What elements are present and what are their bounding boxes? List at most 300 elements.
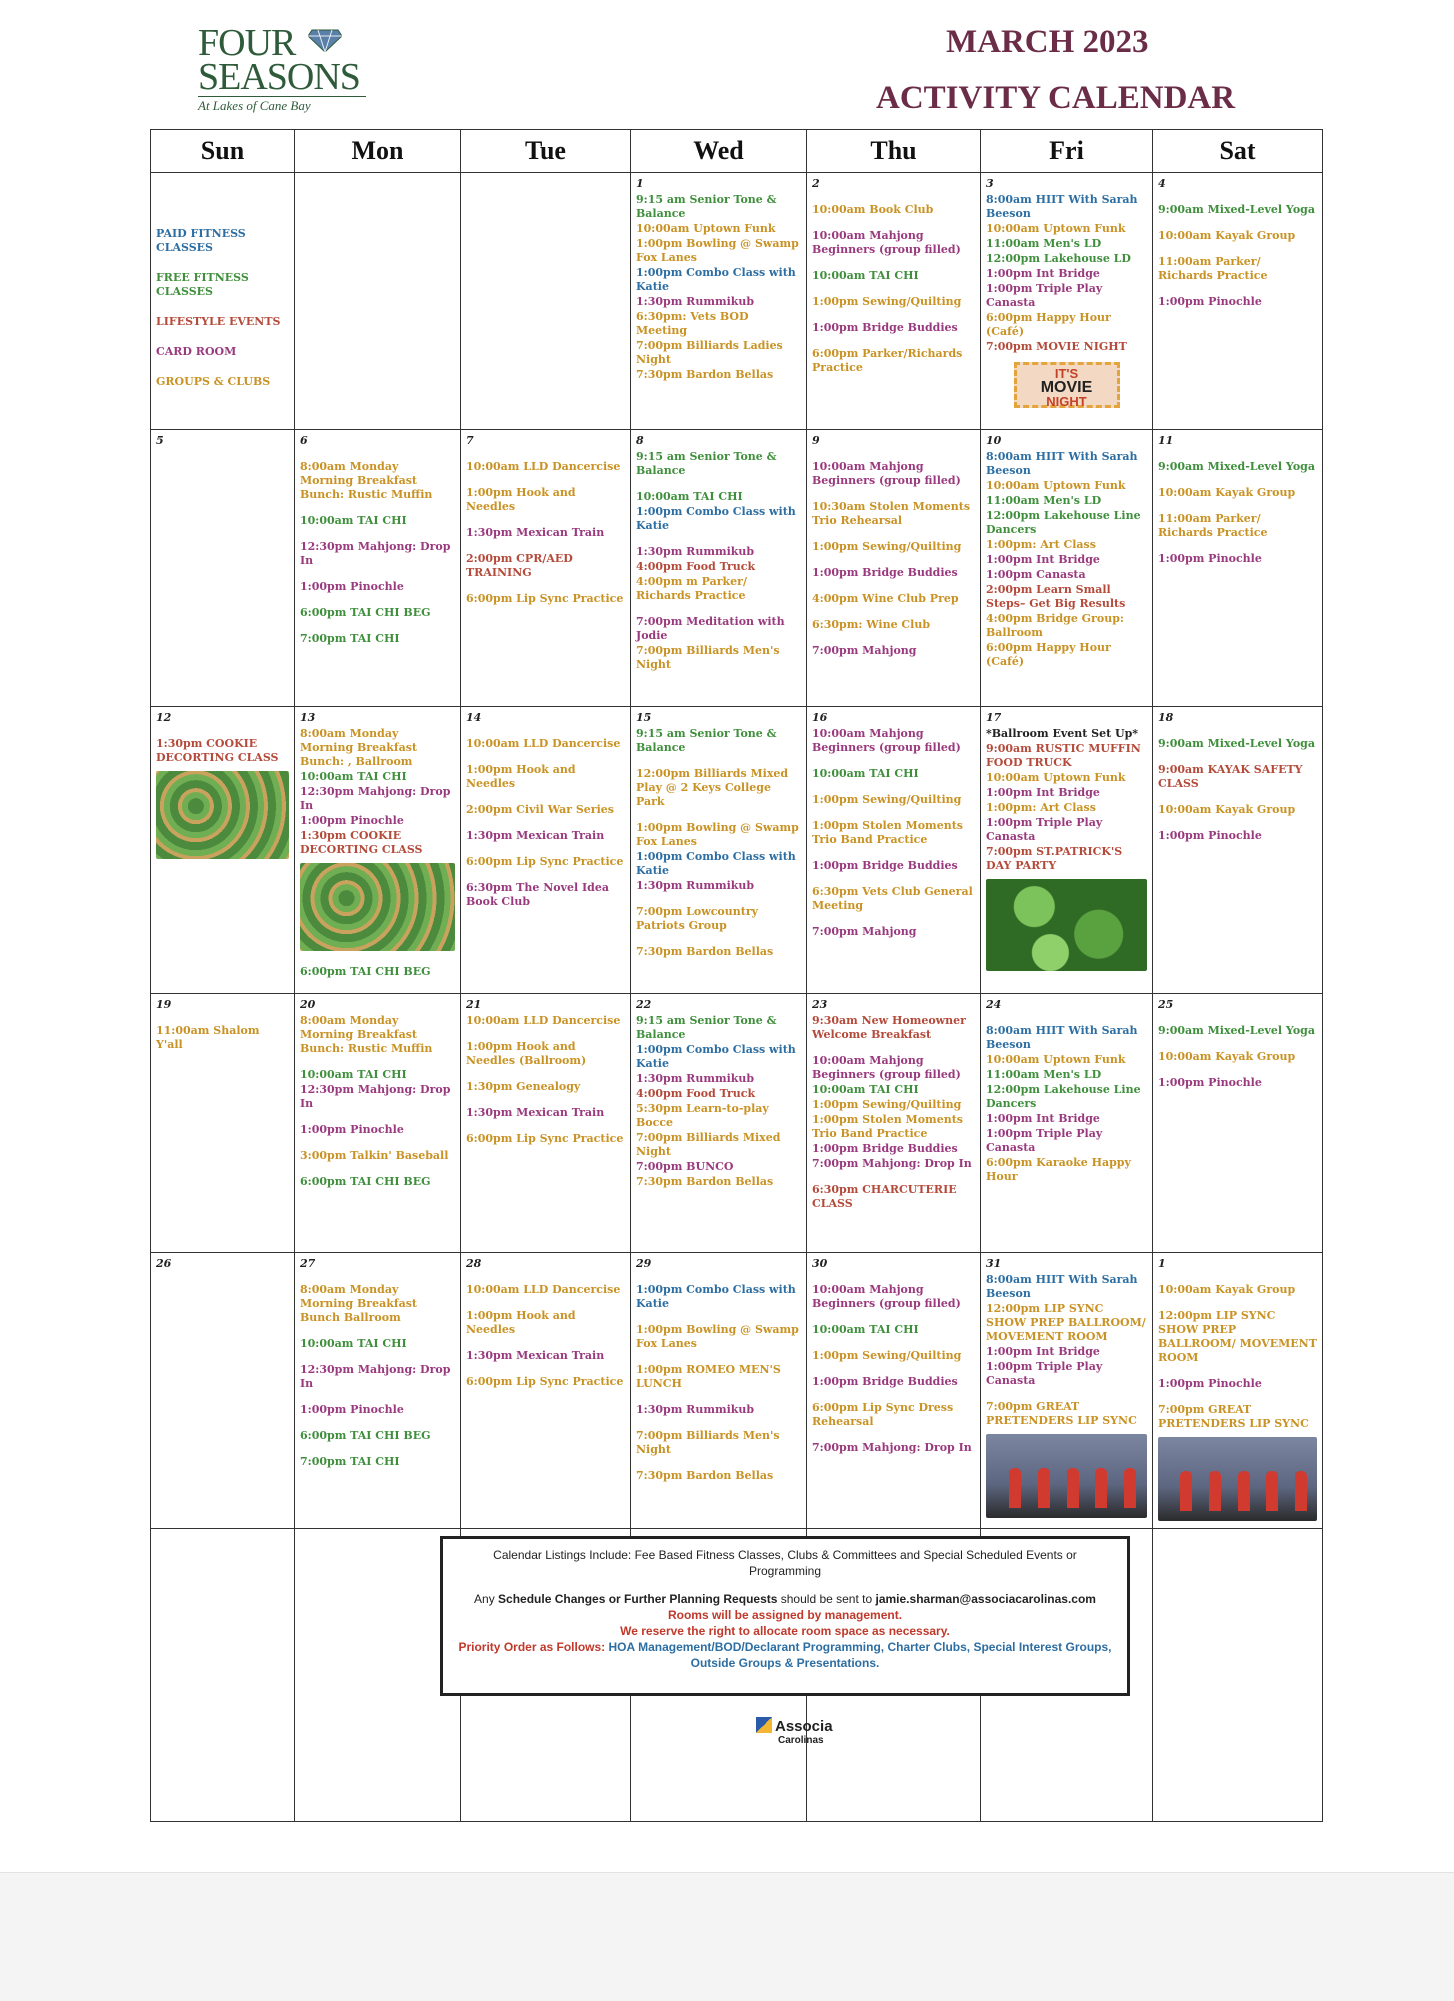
event-entry: 1:30pm Rummikub xyxy=(636,1403,755,1416)
day-cell xyxy=(1153,994,1323,1253)
event-entry: 1:00pm Pinochle xyxy=(1158,552,1262,565)
day-cell xyxy=(461,994,631,1253)
performer-figure xyxy=(1124,1468,1136,1508)
event-entry: 1:00pm Pinochle xyxy=(1158,829,1262,842)
day-cell xyxy=(631,430,807,707)
day-number: 30 xyxy=(812,1257,828,1270)
day-cell xyxy=(461,1253,631,1529)
event-entry: 6:30pm The Novel Idea Book Club xyxy=(466,881,609,908)
performer-figure xyxy=(1266,1471,1278,1511)
event-entry: 1:00pm Pinochle xyxy=(1158,1076,1262,1089)
event-entry: 1:30pm COOKIE DECORTING CLASS xyxy=(156,737,279,764)
week-row xyxy=(151,430,1323,707)
event-entry: 12:00pm Lakehouse LD xyxy=(986,252,1131,265)
event-entry: 1:00pm Pinochle xyxy=(300,1123,404,1136)
event-entry: 10:00am TAI CHI xyxy=(812,1083,919,1096)
event-entry: 9:15 am Senior Tone & Balance xyxy=(636,193,777,220)
event-entry: 6:00pm Lip Sync Dress Rehearsal xyxy=(812,1401,954,1428)
event-entry: 1:00pm Sewing/Quilting xyxy=(812,1098,962,1111)
event-entry: 1:00pm Combo Class with Katie xyxy=(636,266,796,293)
notice-rooms: Rooms will be assigned by management. xyxy=(667,1608,903,1622)
calendar-notice-box xyxy=(440,1536,1130,1696)
event-entry: 6:00pm TAI CHI BEG xyxy=(300,1175,431,1188)
day-cell xyxy=(807,173,981,430)
day-cell xyxy=(1153,173,1323,430)
day-cell xyxy=(631,1253,807,1529)
day-cell xyxy=(631,994,807,1253)
event-entry: 1:00pm Pinochle xyxy=(1158,295,1262,308)
day-number: 25 xyxy=(1158,998,1174,1011)
event-entry: 1:30pm Mexican Train xyxy=(466,1349,605,1362)
notice-email-link[interactable]: jamie.sharman@associacarolinas.com xyxy=(875,1592,1096,1606)
event-entry: 12:30pm Mahjong: Drop In xyxy=(300,1363,451,1390)
day-cell xyxy=(151,430,295,707)
event-entry: 8:00am Monday Morning Breakfast Bunch: Rustic Muffin xyxy=(300,1014,433,1055)
event-entry: 10:00am TAI CHI xyxy=(812,767,919,780)
day-number: 27 xyxy=(300,1257,316,1270)
event-entry: 1:30pm Rummikub xyxy=(636,545,755,558)
event-entry: 1:00pm Combo Class with Katie xyxy=(636,505,796,532)
day-number xyxy=(466,177,625,191)
day-number: 10 xyxy=(986,434,1002,447)
day-cell xyxy=(807,707,981,994)
event-entry: 1:00pm Sewing/Quilting xyxy=(812,540,962,553)
event-entry: 7:00pm GREAT PRETENDERS LIP SYNC xyxy=(986,1400,1137,1427)
event-entry: 7:00pm Billiards Mixed Night xyxy=(636,1131,781,1158)
notice-priority-label: Priority Order as Follows: xyxy=(458,1640,609,1654)
day-number: 18 xyxy=(1158,711,1174,724)
week-row xyxy=(151,1253,1323,1529)
event-entry: 10:00am Mahjong Beginners (group filled) xyxy=(812,1283,961,1310)
associa-logo xyxy=(756,1717,833,1746)
empty-cell xyxy=(1153,1529,1323,1822)
event-entry: 8:00am Monday Morning Breakfast Bunch: Rustic Muffin xyxy=(300,460,433,501)
day-number: 29 xyxy=(636,1257,652,1270)
day-number: 1 xyxy=(1158,1257,1166,1270)
day-cell xyxy=(461,707,631,994)
event-entry: 1:00pm Hook and Needles xyxy=(466,1309,576,1336)
day-cell xyxy=(631,173,807,430)
calendar-subtitle: ACTIVITY CALENDAR xyxy=(876,80,1236,116)
event-entry: 12:30pm Mahjong: Drop In xyxy=(300,785,451,812)
event-entry: 11:00am Shalom Y'all xyxy=(156,1024,260,1051)
event-entry: 1:00pm Pinochle xyxy=(300,814,404,827)
legend-item: CARD ROOM xyxy=(156,345,237,358)
event-entry: 1:30pm Genealogy xyxy=(466,1080,581,1093)
event-entry: 10:00am Uptown Funk xyxy=(636,222,776,235)
notice-priority-list: HOA Management/BOD/Declarant Programming, Charter Clubs, Special Interest Groups, Outside Groups & Presentations. xyxy=(608,1640,1112,1670)
show-photo xyxy=(986,1434,1147,1518)
event-entry: 6:00pm TAI CHI BEG xyxy=(300,1429,431,1442)
event-entry: 1:00pm Int Bridge xyxy=(986,553,1100,566)
event-entry: 12:00pm Lakehouse Line Dancers xyxy=(986,1083,1141,1110)
event-entry: 10:00am TAI CHI xyxy=(300,514,407,527)
movie-night-badge xyxy=(1014,362,1120,408)
diamond-gem-icon xyxy=(308,28,342,52)
day-cell xyxy=(807,430,981,707)
event-entry: 1:00pm Hook and Needles (Ballroom) xyxy=(466,1040,587,1067)
event-entry: 7:00pm Mahjong xyxy=(812,925,917,938)
event-entry: 1:30pm Rummikub xyxy=(636,295,755,308)
day-number: 23 xyxy=(812,998,828,1011)
event-entry: 6:30pm Vets Club General Meeting xyxy=(812,885,973,912)
event-entry: 10:00am Mahjong Beginners (group filled) xyxy=(812,460,961,487)
event-entry: 9:00am Mixed-Level Yoga xyxy=(1158,203,1315,216)
event-entry: 6:00pm Lip Sync Practice xyxy=(466,1375,624,1388)
event-entry: 10:00am LLD Dancercise xyxy=(466,460,621,473)
event-entry: 10:30am Stolen Moments Trio Rehearsal xyxy=(812,500,971,527)
event-entry: 10:00am Kayak Group xyxy=(1158,1050,1296,1063)
event-entry: 1:00pm Stolen Moments Trio Band Practice xyxy=(812,819,963,846)
event-entry: 11:00am Men's LD xyxy=(986,1068,1102,1081)
day-number: 19 xyxy=(156,998,172,1011)
event-entry: 12:30pm Mahjong: Drop In xyxy=(300,540,451,567)
day-number: 17 xyxy=(986,711,1002,724)
logo-line-four: FOUR xyxy=(198,22,296,64)
event-entry: 10:00am LLD Dancercise xyxy=(466,1283,621,1296)
day-number: 16 xyxy=(812,711,828,724)
day-cell xyxy=(295,173,461,430)
event-entry: 6:30pm: Wine Club xyxy=(812,618,931,631)
legend-item: GROUPS & CLUBS xyxy=(156,375,271,388)
calendar-month-title: MARCH 2023 xyxy=(946,24,1149,60)
event-entry: 12:00pm Billiards Mixed Play @ 2 Keys College Park xyxy=(636,767,789,808)
day-number: 12 xyxy=(156,711,172,724)
event-entry: 1:00pm Combo Class with Katie xyxy=(636,1043,796,1070)
week-row xyxy=(151,173,1323,430)
event-entry: 7:00pm MOVIE NIGHT xyxy=(986,340,1127,353)
day-cell xyxy=(807,1253,981,1529)
weekday-tue: Tue xyxy=(461,130,631,173)
weekday-thu: Thu xyxy=(807,130,981,173)
notice-line-changes xyxy=(457,1591,1113,1607)
day-cell xyxy=(151,707,295,994)
event-entry: 9:00am Mixed-Level Yoga xyxy=(1158,1024,1315,1037)
event-entry: 3:00pm Talkin' Baseball xyxy=(300,1149,449,1162)
event-entry: 11:00am Parker/ Richards Practice xyxy=(1158,512,1268,539)
event-entry: 10:00am Mahjong Beginners (group filled) xyxy=(812,229,961,256)
event-entry: 6:00pm TAI CHI BEG xyxy=(300,965,431,978)
day-number: 4 xyxy=(1158,177,1166,190)
event-entry: 10:00am Mahjong Beginners (group filled) xyxy=(812,727,961,754)
event-entry: 12:00pm LIP SYNC SHOW PREP BALLROOM/ MOVEMENT ROOM xyxy=(986,1302,1146,1343)
cookie-photo xyxy=(300,863,455,951)
event-entry: 10:00am Uptown Funk xyxy=(986,1053,1126,1066)
event-entry: 1:00pm Bridge Buddies xyxy=(812,321,958,334)
performer-figure xyxy=(1209,1471,1221,1511)
day-number: 26 xyxy=(156,1257,172,1270)
event-entry: 10:00am TAI CHI xyxy=(300,1337,407,1350)
event-entry: 7:00pm Meditation with Jodie xyxy=(636,615,785,642)
day-number: 28 xyxy=(466,1257,482,1270)
event-entry: 1:00pm Bowling @ Swamp Fox Lanes xyxy=(636,821,799,848)
day-cell xyxy=(1153,430,1323,707)
event-entry: 6:00pm Parker/Richards Practice xyxy=(812,347,963,374)
day-cell xyxy=(151,1253,295,1529)
event-entry: 1:30pm Mexican Train xyxy=(466,829,605,842)
day-cell xyxy=(151,173,295,430)
associa-name: Associa xyxy=(775,1718,833,1735)
day-cell xyxy=(295,430,461,707)
event-entry: 2:00pm Learn Small Steps– Get Big Results xyxy=(986,583,1126,610)
show-photo xyxy=(1158,1437,1317,1521)
associa-sub: Carolinas xyxy=(778,1735,824,1746)
week-row xyxy=(151,994,1323,1253)
day-cell xyxy=(295,994,461,1253)
event-entry: 1:00pm Pinochle xyxy=(300,580,404,593)
day-number: 1 xyxy=(636,177,644,190)
event-entry: 10:00am Mahjong Beginners (group filled) xyxy=(812,1054,961,1081)
event-entry: 5:30pm Learn-to-play Bocce xyxy=(636,1102,769,1129)
event-entry: 1:00pm Triple Play Canasta xyxy=(986,816,1103,843)
event-entry: 1:00pm Sewing/Quilting xyxy=(812,295,962,308)
legend-item: FREE FITNESS CLASSES xyxy=(156,271,249,298)
legend-item: LIFESTYLE EVENTS xyxy=(156,315,281,328)
four-seasons-logo xyxy=(198,22,378,114)
event-entry: 1:30pm Rummikub xyxy=(636,879,755,892)
event-entry: 1:00pm Bowling @ Swamp Fox Lanes xyxy=(636,237,799,264)
event-entry: 1:00pm Canasta xyxy=(986,568,1086,581)
event-entry: 10:00am TAI CHI xyxy=(300,1068,407,1081)
event-entry: 1:00pm Combo Class with Katie xyxy=(636,1283,796,1310)
event-entry: 10:00am TAI CHI xyxy=(812,269,919,282)
event-entry: 8:00am Monday Morning Breakfast Bunch Ballroom xyxy=(300,1283,417,1324)
empty-cell xyxy=(151,1529,295,1822)
event-entry: 7:00pm Mahjong xyxy=(812,644,917,657)
day-number: 31 xyxy=(986,1257,1002,1270)
day-cell xyxy=(461,173,631,430)
performer-figure xyxy=(1238,1471,1250,1511)
event-entry: 1:00pm Hook and Needles xyxy=(466,486,576,513)
event-entry: 8:00am HIIT With Sarah Beeson xyxy=(986,450,1138,477)
event-entry: 1:30pm Mexican Train xyxy=(466,1106,605,1119)
notice-requests: Schedule Changes or Further Planning Requests xyxy=(498,1592,778,1606)
day-number: 2 xyxy=(812,177,820,190)
event-entry: 9:30am New Homeowner Welcome Breakfast xyxy=(812,1014,966,1041)
event-entry: 9:15 am Senior Tone & Balance xyxy=(636,1014,777,1041)
event-entry: 10:00am Kayak Group xyxy=(1158,486,1296,499)
scan-bottom-margin xyxy=(0,1872,1454,2001)
performer-figure xyxy=(1038,1468,1050,1508)
event-entry: 7:00pm Billiards Men's Night xyxy=(636,644,780,671)
event-entry: 6:30pm CHARCUTERIE CLASS xyxy=(812,1183,957,1210)
weekday-sat: Sat xyxy=(1153,130,1323,173)
notice-any: Any xyxy=(474,1592,499,1606)
event-entry: 8:00am Monday Morning Breakfast Bunch: , Ballroom xyxy=(300,727,417,768)
associa-icon xyxy=(756,1717,772,1733)
day-number xyxy=(156,177,289,191)
event-entry: 10:00am Kayak Group xyxy=(1158,229,1296,242)
movie-badge-word: IT'S xyxy=(1054,366,1079,381)
event-entry: 7:30pm Bardon Bellas xyxy=(636,368,774,381)
event-entry: 10:00am TAI CHI xyxy=(636,490,743,503)
event-entry: 7:00pm TAI CHI xyxy=(300,632,400,645)
week-row xyxy=(151,707,1323,994)
day-number: 7 xyxy=(466,434,474,447)
event-entry: 9:00am RUSTIC MUFFIN FOOD TRUCK xyxy=(986,742,1141,769)
event-entry: 1:00pm Stolen Moments Trio Band Practice xyxy=(812,1113,963,1140)
event-entry: 1:00pm Int Bridge xyxy=(986,1112,1100,1125)
event-entry: 1:00pm Int Bridge xyxy=(986,267,1100,280)
event-entry: 10:00am TAI CHI xyxy=(300,770,407,783)
event-entry: 4:00pm Wine Club Prep xyxy=(812,592,959,605)
event-entry: 1:00pm Triple Play Canasta xyxy=(986,1360,1103,1387)
event-entry: 9:00am KAYAK SAFETY CLASS xyxy=(1158,763,1303,790)
day-number: 3 xyxy=(986,177,994,190)
event-entry: 7:00pm Billiards Men's Night xyxy=(636,1429,780,1456)
day-number: 15 xyxy=(636,711,652,724)
event-entry: 7:00pm GREAT PRETENDERS LIP SYNC xyxy=(1158,1403,1309,1430)
event-entry: 9:15 am Senior Tone & Balance xyxy=(636,727,777,754)
event-entry: 1:00pm Sewing/Quilting xyxy=(812,1349,962,1362)
event-entry: 9:00am Mixed-Level Yoga xyxy=(1158,737,1315,750)
logo-line-seasons: SEASONS xyxy=(198,56,360,98)
event-entry: 10:00am Kayak Group xyxy=(1158,1283,1296,1296)
weekday-fri: Fri xyxy=(981,130,1153,173)
event-entry: 1:00pm Bridge Buddies xyxy=(812,566,958,579)
event-entry: 7:00pm ST.PATRICK'S DAY PARTY xyxy=(986,845,1123,872)
event-entry: 1:00pm Bridge Buddies xyxy=(812,1142,958,1155)
event-entry: 7:00pm Billiards Ladies Night xyxy=(636,339,783,366)
clover-photo xyxy=(986,879,1147,971)
event-entry: 12:30pm Mahjong: Drop In xyxy=(300,1083,451,1110)
movie-badge-word: MOVIE xyxy=(1040,379,1093,396)
event-entry: 7:00pm BUNCO xyxy=(636,1160,734,1173)
day-cell xyxy=(981,707,1153,994)
day-number: 9 xyxy=(812,434,820,447)
event-entry: 4:00pm Food Truck xyxy=(636,560,756,573)
day-cell xyxy=(1153,707,1323,994)
empty-cell xyxy=(295,1529,461,1822)
day-cell xyxy=(631,707,807,994)
logo-subtitle: At Lakes of Cane Bay xyxy=(198,96,366,114)
event-entry: 11:00am Men's LD xyxy=(986,494,1102,507)
day-cell xyxy=(151,994,295,1253)
day-number: 14 xyxy=(466,711,482,724)
event-entry: 1:00pm Bridge Buddies xyxy=(812,859,958,872)
event-entry: 10:00am Book Club xyxy=(812,203,934,216)
event-entry: 1:00pm Int Bridge xyxy=(986,1345,1100,1358)
event-entry: 7:30pm Bardon Bellas xyxy=(636,1175,774,1188)
event-entry: 12:00pm Lakehouse Line Dancers xyxy=(986,509,1141,536)
event-entry: 4:00pm Bridge Group: Ballroom xyxy=(986,612,1124,639)
event-entry: 8:00am HIIT With Sarah Beeson xyxy=(986,1273,1138,1300)
event-entry: 10:00am Uptown Funk xyxy=(986,222,1126,235)
weekday-mon: Mon xyxy=(295,130,461,173)
event-entry: 10:00am Uptown Funk xyxy=(986,479,1126,492)
event-entry: 1:30pm COOKIE DECORTING CLASS xyxy=(300,829,423,856)
event-entry: 6:00pm Lip Sync Practice xyxy=(466,1132,624,1145)
event-entry: 2:00pm Civil War Series xyxy=(466,803,614,816)
event-entry: 10:00am Uptown Funk xyxy=(986,771,1126,784)
event-entry: 1:00pm Triple Play Canasta xyxy=(986,282,1103,309)
event-entry: 6:00pm TAI CHI BEG xyxy=(300,606,431,619)
day-cell xyxy=(981,1253,1153,1529)
notice-reserve: We reserve the right to allocate room space as necessary. xyxy=(620,1624,950,1638)
performer-figure xyxy=(1067,1468,1079,1508)
event-entry: 1:00pm Int Bridge xyxy=(986,786,1100,799)
event-entry: 2:00pm CPR/AED TRAINING xyxy=(466,552,573,579)
event-entry: 12:00pm LIP SYNC SHOW PREP BALLROOM/ MOVEMENT ROOM xyxy=(1158,1309,1317,1364)
event-entry: 1:00pm Bridge Buddies xyxy=(812,1375,958,1388)
event-entry: 1:30pm Rummikub xyxy=(636,1072,755,1085)
performer-figure xyxy=(1295,1471,1307,1511)
event-entry: 6:00pm Lip Sync Practice xyxy=(466,592,624,605)
day-number: 20 xyxy=(300,998,316,1011)
day-number: 11 xyxy=(1158,434,1174,447)
notice-priority xyxy=(457,1639,1113,1671)
event-entry: 7:00pm Lowcountry Patriots Group xyxy=(636,905,759,932)
day-number: 13 xyxy=(300,711,316,724)
event-entry: 7:00pm TAI CHI xyxy=(300,1455,400,1468)
day-cell xyxy=(807,994,981,1253)
day-cell xyxy=(295,707,461,994)
event-entry: 4:00pm Food Truck xyxy=(636,1087,756,1100)
event-entry: 1:30pm Mexican Train xyxy=(466,526,605,539)
event-entry: 6:00pm Happy Hour (Café) xyxy=(986,311,1111,338)
event-entry: 1:00pm Hook and Needles xyxy=(466,763,576,790)
weekday-sun: Sun xyxy=(151,130,295,173)
performer-figure xyxy=(1009,1468,1021,1508)
event-entry: 11:00am Men's LD xyxy=(986,237,1102,250)
event-entry: 10:00am LLD Dancercise xyxy=(466,737,621,750)
event-entry: 10:00am Kayak Group xyxy=(1158,803,1296,816)
legend-item: PAID FITNESS CLASSES xyxy=(156,227,246,254)
event-entry: 1:00pm ROMEO MEN'S LUNCH xyxy=(636,1363,781,1390)
day-cell xyxy=(981,173,1153,430)
event-entry: 7:00pm Mahjong: Drop In xyxy=(812,1157,972,1170)
movie-badge-word: NIGHT xyxy=(1046,394,1087,409)
day-number: 21 xyxy=(466,998,482,1011)
day-number: 24 xyxy=(986,998,1002,1011)
day-number: 6 xyxy=(300,434,308,447)
event-entry: 8:00am HIIT With Sarah Beeson xyxy=(986,193,1138,220)
event-entry: 8:00am HIIT With Sarah Beeson xyxy=(986,1024,1138,1051)
category-legend xyxy=(156,227,289,389)
event-entry: 10:00am TAI CHI xyxy=(812,1323,919,1336)
day-cell xyxy=(461,430,631,707)
event-entry: 7:00pm Mahjong: Drop In xyxy=(812,1441,972,1454)
event-entry: 6:30pm: Vets BOD Meeting xyxy=(636,310,749,337)
day-number xyxy=(300,177,455,191)
day-cell xyxy=(981,994,1153,1253)
weekday-wed: Wed xyxy=(631,130,807,173)
day-number: 5 xyxy=(156,434,164,447)
event-entry: 1:00pm Triple Play Canasta xyxy=(986,1127,1103,1154)
day-cell xyxy=(981,430,1153,707)
performer-figure xyxy=(1180,1471,1192,1511)
event-entry: 1:00pm Combo Class with Katie xyxy=(636,850,796,877)
event-entry: 10:00am LLD Dancercise xyxy=(466,1014,621,1027)
day-cell xyxy=(295,1253,461,1529)
event-entry: 9:00am Mixed-Level Yoga xyxy=(1158,460,1315,473)
notice-line-listings: Calendar Listings Include: Fee Based Fitness Classes, Clubs & Committees and Special Scheduled Events or Programming xyxy=(493,1548,1077,1578)
event-entry: 1:00pm Bowling @ Swamp Fox Lanes xyxy=(636,1323,799,1350)
weekday-header-row xyxy=(151,130,1323,173)
event-entry: 6:00pm Lip Sync Practice xyxy=(466,855,624,868)
event-entry: 11:00am Parker/ Richards Practice xyxy=(1158,255,1268,282)
event-entry: 6:00pm Happy Hour (Café) xyxy=(986,641,1111,668)
day-number: 22 xyxy=(636,998,652,1011)
event-entry: 1:00pm Sewing/Quilting xyxy=(812,793,962,806)
day-number: 8 xyxy=(636,434,644,447)
event-entry: 4:00pm m Parker/ Richards Practice xyxy=(636,575,747,602)
cookie-photo xyxy=(156,771,289,859)
event-entry: 1:00pm: Art Class xyxy=(986,538,1096,551)
performer-figure xyxy=(1095,1468,1107,1508)
event-entry: 7:30pm Bardon Bellas xyxy=(636,945,774,958)
event-entry: 6:00pm Karaoke Happy Hour xyxy=(986,1156,1131,1183)
